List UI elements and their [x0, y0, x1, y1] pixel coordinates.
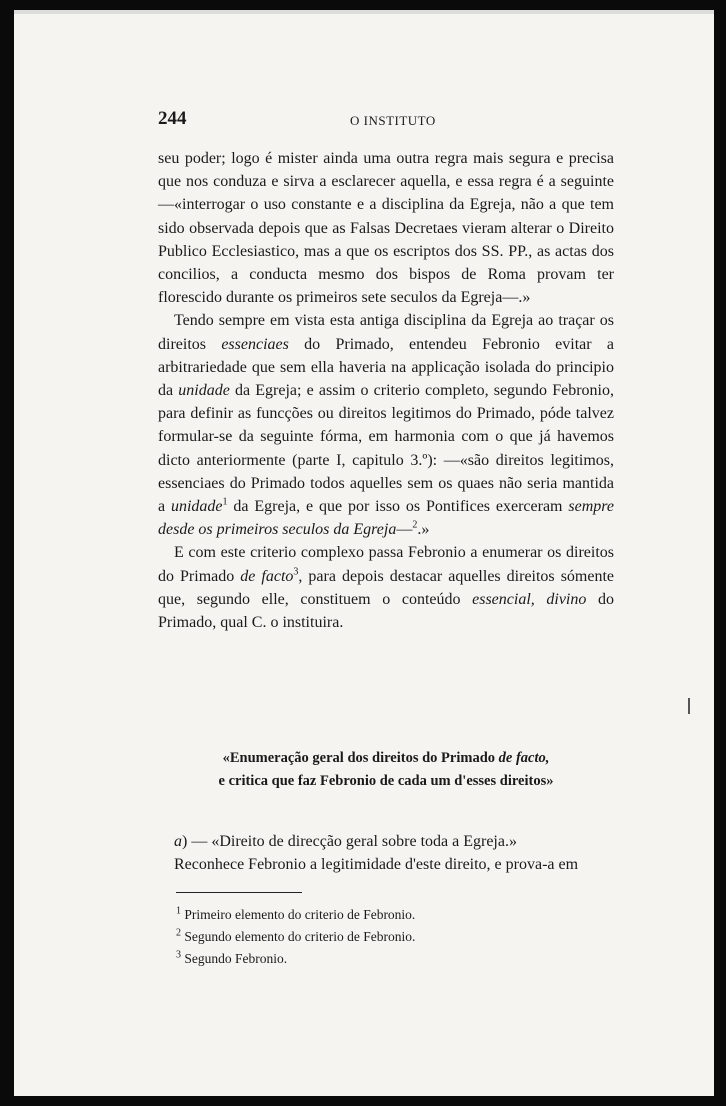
section-heading-line-2: e critica que faz Febronio de cada um d'esses direitos»	[218, 773, 554, 789]
emphasis-essenciaes: essenciaes	[221, 335, 289, 353]
page-number: 244	[158, 108, 187, 129]
emphasis-unidade: unidade	[170, 498, 223, 516]
paragraph-2-text: —	[396, 521, 413, 539]
main-text	[158, 147, 614, 634]
paragraph-3-text: , para depois destacar aquelles direitos sómente que, segundo elle, constituem o conteúdo	[158, 567, 615, 608]
paragraph-3-text: E com este criterio complexo passa Febronio a enumerar os direitos do Primado	[158, 544, 614, 585]
page-header	[158, 108, 612, 138]
document-page	[14, 10, 714, 1096]
item-a-label: a	[174, 833, 182, 850]
footnote-number: 3	[176, 949, 181, 961]
paragraph-4: Reconhece Febronio a legitimidade d'este direito, e prova-a em	[174, 856, 579, 874]
paragraph-3-text: do Primado, qual C. o instituira.	[158, 590, 614, 632]
footnote-2	[176, 926, 606, 948]
emphasis-de-facto: de facto	[240, 567, 294, 585]
footnotes	[176, 904, 606, 970]
footnote-ref-1: 1	[222, 496, 228, 508]
paragraph-2-text: do Primado, entendeu Febronio evitar a arbitrariedade que sem ella haveria na applicação isolada do principio da	[158, 335, 614, 400]
section-heading-line-1	[158, 747, 614, 770]
emphasis-sempre: sempre desde os primeiros seculos da Egreja	[158, 498, 615, 539]
footnote-number: 2	[176, 927, 181, 939]
footnote-text: Primeiro elemento do criterio de Febronio.	[181, 907, 416, 922]
paragraph-2-text: da Egreja; e assim o criterio completo, segundo Febronio, para definir as funcções ou direitos legitimos do Primado, póde talvez formular-se da seguinte fórma, em harmonia com o que já havemos dicto anteriormente (parte I, capitulo 3.º): —«são direitos legitimos, essenciaes do Primado todos aquelles sem os quaes não seria mantida a	[158, 382, 614, 516]
section-heading	[158, 747, 614, 793]
footnote-divider	[176, 892, 302, 893]
paragraph-1-text: seu poder; logo é mister ainda uma outra regra mais segura e precisa que nos conduza e sirva a esclarecer aquella, e essa regra é a seguinte—«interrogar o uso constante e a disciplina da Egreja, não a que tem sido observada depois que as Falsas Decretaes vieram alterar o Direito Publico Ecclesiastico, mas a que os escriptos dos SS. PP., as actas dos concilios, a conducta mesmo dos bispos de Roma provam ter florescido durante os primeiros sete seculos da Egreja—.»	[158, 150, 614, 307]
footnote-text: Segundo Febronio.	[181, 951, 288, 966]
paragraph-2-text: Tendo sempre em vista esta antiga disciplina da Egreja ao traçar os direitos	[158, 312, 614, 353]
item-a-text: ) — «Direito de direcção geral sobre toda a Egreja.»	[182, 833, 517, 850]
emphasis-unidade: unidade	[178, 382, 230, 400]
heading-text: «Enumeração geral dos direitos do Primado	[222, 750, 499, 766]
footnote-number: 1	[176, 905, 181, 917]
heading-emphasis: de facto,	[498, 750, 550, 766]
paragraph-1	[158, 147, 614, 309]
paragraph-2-text: .»	[417, 521, 430, 539]
footnote-ref-3: 3	[293, 566, 299, 578]
emphasis-essencial-divino: essencial, divino	[472, 590, 587, 608]
footnote-ref-2: 2	[412, 519, 418, 531]
item-a	[158, 830, 614, 853]
paragraph-2-text: da Egreja, e que por isso os Pontifices exerceram	[227, 498, 569, 516]
margin-mark	[688, 698, 690, 714]
footnote-1	[176, 904, 606, 926]
lower-text	[158, 830, 614, 876]
paragraph-3	[158, 541, 614, 634]
paragraph-2	[158, 309, 614, 541]
running-title: O INSTITUTO	[350, 113, 436, 128]
footnote-text: Segundo elemento do criterio de Febronio.	[181, 929, 416, 944]
footnote-3	[176, 948, 606, 970]
